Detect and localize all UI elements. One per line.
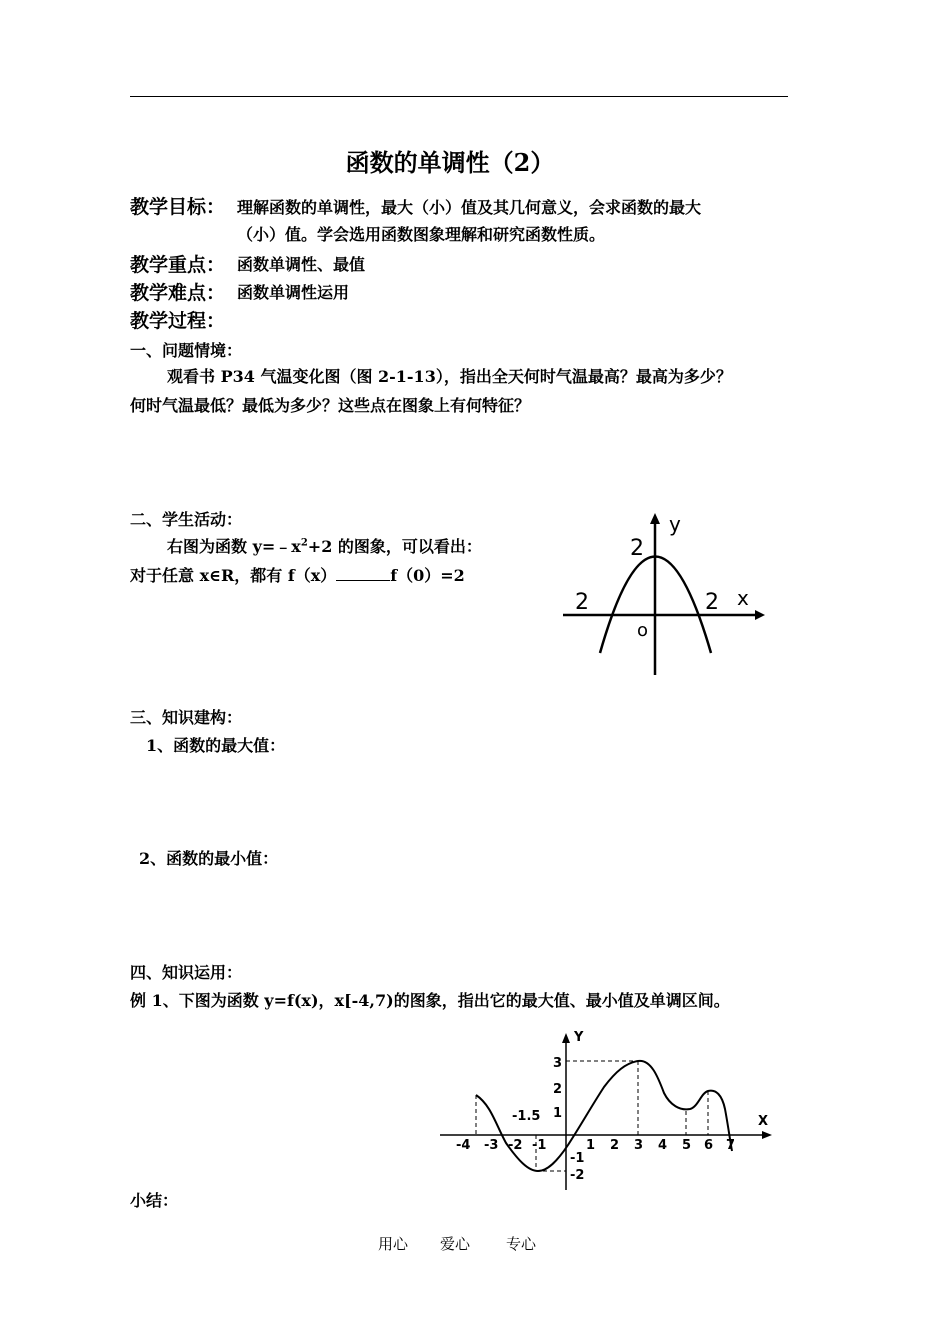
line2-prefix: 对于任意 x∈R，都有 f（x）: [130, 566, 337, 585]
x-neg-tick-label: 2: [575, 590, 589, 615]
y-axis-arrow: [562, 1033, 570, 1043]
line2-suffix: f（0）=2: [390, 566, 465, 585]
y-axis-arrow: [650, 513, 660, 524]
guide-lines: [476, 1061, 708, 1171]
svg-text:3: 3: [553, 1056, 563, 1071]
objectives-line1: 理解函数的单调性，最大（小）值及其几何意义，会求函数的最大: [237, 198, 702, 217]
parabola-graph: [555, 505, 775, 685]
x-axis-label: x: [737, 586, 749, 610]
svg-text:6: 6: [704, 1138, 714, 1153]
section3-item1: 1、函数的最大值：: [146, 736, 286, 755]
annotation-label: -1.5: [512, 1109, 541, 1124]
section3-heading: 三、知识建构：: [130, 708, 243, 727]
objectives-line2: （小）值。学会选用函数图象理解和研究函数性质。: [237, 225, 606, 244]
svg-text:-2: -2: [508, 1138, 523, 1153]
svg-text:3: 3: [634, 1138, 644, 1153]
process-label: 教学过程：: [130, 310, 226, 332]
x-axis-label: X: [758, 1114, 769, 1129]
example1-graph: [436, 1025, 786, 1195]
footer-a: 用心: [378, 1235, 409, 1253]
svg-text:1: 1: [586, 1138, 596, 1153]
y-tick-labels: [553, 1056, 584, 1183]
svg-text:7: 7: [726, 1138, 736, 1153]
difficulty-text: 函数单调性运用: [237, 283, 350, 302]
line1-suffix: +2 的图象，可以看出：: [307, 537, 482, 556]
svg-text:4: 4: [658, 1138, 668, 1153]
header-rule: [130, 96, 788, 97]
section1-heading: 一、问题情境：: [130, 341, 243, 360]
origin-label: o: [637, 620, 649, 641]
key-point-text: 函数单调性、最值: [237, 255, 366, 274]
line1-prefix: 右图为函数 y=﹣x: [167, 537, 301, 556]
page-title: 函数的单调性（2）: [345, 148, 555, 177]
svg-text:5: 5: [682, 1138, 692, 1153]
svg-text:2: 2: [610, 1138, 620, 1153]
summary-label: 小结：: [130, 1191, 179, 1210]
y-axis-label: y: [669, 512, 681, 536]
footer-c: 专心: [506, 1235, 537, 1253]
svg-text:-4: -4: [456, 1138, 471, 1153]
line1-sup: 2: [300, 537, 308, 549]
objectives-label: 教学目标：: [130, 196, 226, 218]
x-axis-arrow: [755, 610, 765, 620]
svg-text:-2: -2: [570, 1168, 585, 1183]
key-point-label: 教学重点：: [130, 254, 226, 276]
footer-b: 爱心: [440, 1235, 471, 1253]
x-axis-arrow: [762, 1131, 772, 1139]
section2-line2: [130, 563, 465, 586]
section2-heading: 二、学生活动：: [130, 510, 243, 529]
y-tick-label: 2: [630, 536, 644, 561]
y-axis-label: Y: [574, 1030, 584, 1045]
svg-text:2: 2: [553, 1082, 563, 1097]
section2-line1: [167, 534, 482, 557]
section1-line1: 观看书 P34 气温变化图（图 2-1-13），指出全天何时气温最高？最高为多少？: [167, 367, 732, 386]
section1-line2: 何时气温最低？最低为多少？这些点在图象上有何特征？: [130, 396, 531, 415]
x-tick-labels: [456, 1138, 735, 1153]
svg-text:-3: -3: [484, 1138, 499, 1153]
difficulty-label: 教学难点：: [130, 282, 226, 304]
answer-blank[interactable]: [336, 566, 390, 581]
svg-text:1: 1: [553, 1106, 563, 1121]
section3-item2: 2、函数的最小值：: [139, 849, 279, 868]
svg-text:-1: -1: [570, 1151, 585, 1166]
section4-heading: 四、知识运用：: [130, 963, 243, 982]
svg-text:-1: -1: [532, 1138, 547, 1153]
x-pos-tick-label: 2: [705, 590, 719, 615]
example1-text: 例 1、下图为函数 y=f(x)，x[-4,7)的图象，指出它的最大值、最小值及单调区间。: [130, 991, 730, 1010]
